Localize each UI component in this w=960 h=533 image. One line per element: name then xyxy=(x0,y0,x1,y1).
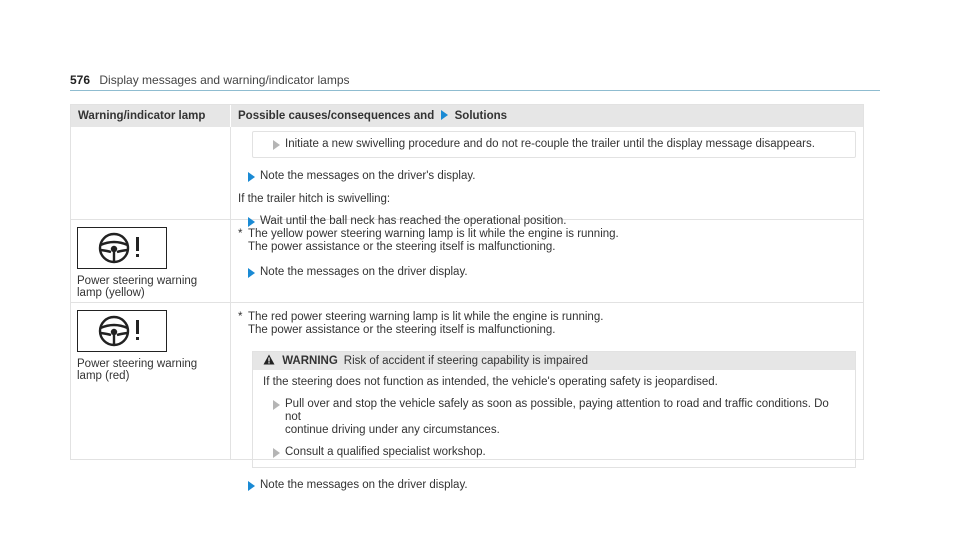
asterisk: * xyxy=(238,228,243,240)
warning-label: WARNING xyxy=(282,355,338,367)
note-step xyxy=(263,138,845,151)
lamp-symbol-box xyxy=(77,227,167,269)
note-box xyxy=(252,131,856,158)
col-header-lamp: Warning/indicator lamp xyxy=(71,105,231,127)
step-text: Wait until the ball neck has reached the operational position. xyxy=(260,215,567,227)
cause-line xyxy=(238,228,856,241)
cause-text: The yellow power steering warning lamp is lit while the engine is running. xyxy=(248,228,619,240)
solution-step xyxy=(238,266,856,279)
arrow-right-icon xyxy=(273,448,280,458)
col-header-causes-text: Possible causes/consequences and xyxy=(238,110,435,122)
cause-line xyxy=(238,311,856,324)
lamp-label: lamp (red) xyxy=(77,370,130,382)
power-steering-warning-icon xyxy=(78,311,166,351)
arrow-right-icon xyxy=(441,110,448,120)
arrow-right-icon xyxy=(248,481,255,491)
power-steering-warning-icon xyxy=(78,228,166,268)
table-header xyxy=(71,105,863,127)
warning-lamp-table xyxy=(70,104,864,491)
page-title: Display messages and warning/indicator lamps xyxy=(99,73,350,87)
warning-text: If the steering does not function as intended, the vehicle's operating safety is jeopardised. xyxy=(263,376,718,388)
arrow-right-icon xyxy=(273,400,280,410)
warning-step xyxy=(263,398,845,437)
solution-cell xyxy=(231,303,863,491)
warning-header xyxy=(253,352,855,370)
step-text: Note the messages on the driver's display. xyxy=(260,170,476,182)
arrow-right-icon xyxy=(273,140,280,150)
warning-triangle-icon xyxy=(263,354,275,365)
step-text: Note the messages on the driver display. xyxy=(260,479,468,491)
lamp-cell xyxy=(71,303,231,459)
lamp-label: Power steering warning xyxy=(77,275,198,287)
page-number: 576 xyxy=(70,73,91,87)
condition-text: If the trailer hitch is swivelling: xyxy=(238,193,391,205)
arrow-right-icon xyxy=(248,268,255,278)
lamp-label: lamp (yellow) xyxy=(77,287,145,299)
lamp-cell xyxy=(71,220,231,302)
step-text: continue driving under any circumstances. xyxy=(285,424,500,436)
table-row xyxy=(71,220,863,303)
cause-text: The power assistance or the steering itself is malfunctioning. xyxy=(248,241,556,253)
warning-body xyxy=(253,370,855,467)
lamp-label: Power steering warning xyxy=(77,358,198,370)
warning-box xyxy=(252,351,856,468)
col-header-causes xyxy=(231,105,863,127)
lamp-symbol-box xyxy=(77,310,167,352)
table-row xyxy=(71,127,863,227)
step-text: Pull over and stop the vehicle safely as soon as possible, paying attention to road and traffic conditions. Do not xyxy=(285,398,829,423)
asterisk: * xyxy=(238,311,243,323)
page-header xyxy=(70,72,880,91)
warning-title: Risk of accident if steering capability is impaired xyxy=(343,355,588,367)
step-text: Consult a qualified specialist workshop. xyxy=(285,446,486,458)
arrow-right-icon xyxy=(248,172,255,182)
cause-text: The red power steering warning lamp is lit while the engine is running. xyxy=(248,311,604,323)
step-text: Note the messages on the driver display. xyxy=(260,266,468,278)
lamp-cell-empty xyxy=(71,127,231,219)
cause-text: The power assistance or the steering itself is malfunctioning. xyxy=(248,324,556,336)
solution-step xyxy=(238,170,856,183)
solution-cell xyxy=(231,220,863,302)
note-text: Initiate a new swivelling procedure and do not re-couple the trailer until the display message disappears. xyxy=(285,138,815,150)
solution-cell xyxy=(231,127,863,227)
col-header-solutions-text: Solutions xyxy=(454,110,508,122)
solution-step xyxy=(238,479,856,492)
warning-step xyxy=(263,446,845,459)
table-row xyxy=(71,303,863,491)
